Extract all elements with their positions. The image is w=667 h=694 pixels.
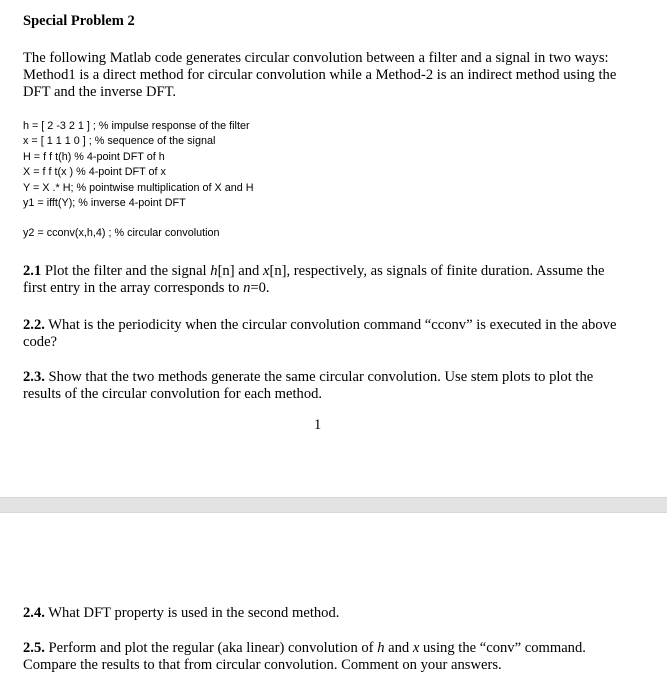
question-2-3: 2.3. Show that the two methods generate the same circular convolution. Use stem plots to plot the results of the circular convolution for each method. bbox=[23, 369, 594, 402]
code-line: y1 = ifft(Y); % inverse 4-point DFT bbox=[23, 197, 186, 210]
code-line: x = [ 1 1 1 0 ] ; % sequence of the signal bbox=[23, 135, 216, 148]
question-number: 2.2. bbox=[23, 317, 45, 333]
question-2-5: 2.5. Perform and plot the regular (aka linear) convolution of h and x using the “conv” command. Compare the results to that from circular convolution. Comment on your answers. bbox=[23, 640, 586, 673]
matlab-code-block bbox=[23, 119, 623, 242]
question-number: 2.5. bbox=[23, 640, 45, 656]
question-number: 2.4. bbox=[23, 605, 45, 621]
code-line: y2 = cconv(x,h,4) ; % circular convolution bbox=[23, 227, 220, 240]
page-2 bbox=[0, 513, 667, 694]
code-lines bbox=[23, 119, 623, 211]
question-2-2: 2.2. What is the periodicity when the circular convolution command “cconv” is executed in the above code? bbox=[23, 317, 617, 350]
question-number: 2.3. bbox=[23, 369, 45, 385]
page-break bbox=[0, 497, 667, 513]
question-number: 2.1 bbox=[23, 263, 42, 279]
code-line: X = f f t(x ) % 4-point DFT of x bbox=[23, 166, 166, 179]
document-title: Special Problem 2 bbox=[23, 13, 135, 29]
code-line: h = [ 2 -3 2 1 ] ; % impulse response of the filter bbox=[23, 120, 250, 132]
code-line: Y = X .* H; % pointwise multiplication of X and H bbox=[23, 181, 254, 194]
question-2-4: 2.4. What DFT property is used in the second method. bbox=[23, 605, 340, 621]
question-2-1: 2.1 Plot the filter and the signal h[n] and x[n], respectively, as signals of finite duration. Assume the first entry in the array corresponds to n=0. bbox=[23, 263, 605, 296]
page-number: 1 bbox=[314, 417, 322, 433]
code-line: H = f f t(h) % 4-point DFT of h bbox=[23, 150, 165, 163]
intro-paragraph: The following Matlab code generates circular convolution between a filter and a signal in two ways: Method1 is a direct method for circular convolution while a Method-2 is an indirect method using the DFT and the inverse DFT. bbox=[23, 50, 617, 100]
